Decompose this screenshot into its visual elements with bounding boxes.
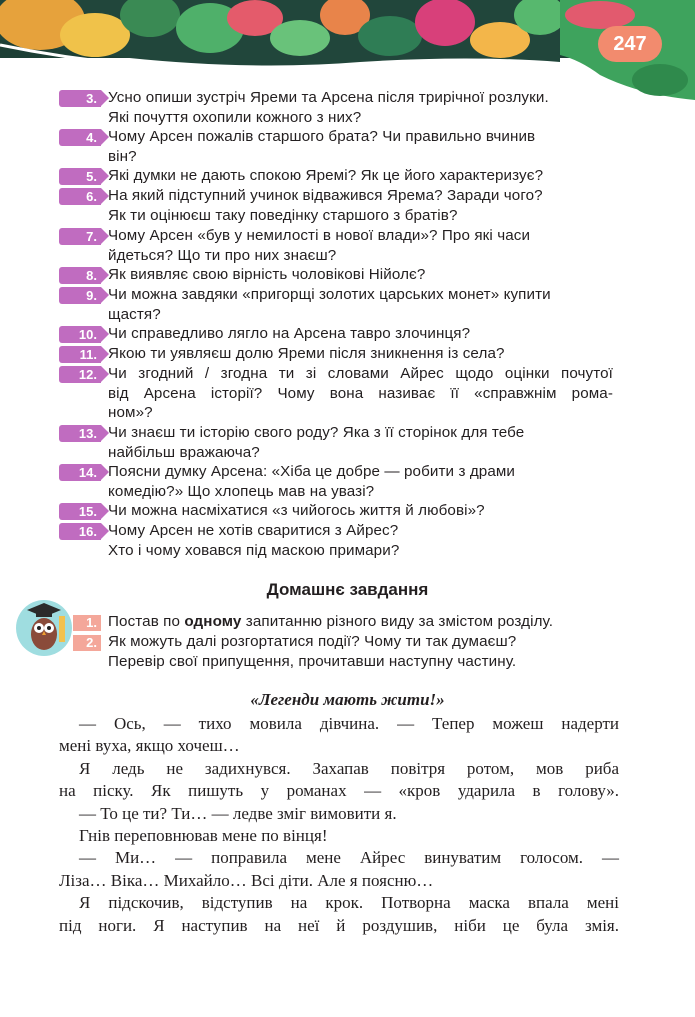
- question-number: 15.: [59, 503, 101, 520]
- story-text: — Ось, — тихо мовила дівчина. — Тепер можеш надерти мені вуха, якщо хочеш… Я ледь не задихнувся. Захапав повітря ротом, мов риба на піску. Як пишуть у романах — «кров ударила в голову». — То це ти? Ти… — ледве зміг вимовити я. Гнів переповнював мене по вінця! — Ми… — поправила мене Айрес винуватим голосом. — Ліза… Віка… Михайло… Всі діти. Але я поясню… Я підскочив, відступив на крок. Потворна маска впала мені під ноги. Я наступив на неї й роздушив, ніби це була змія.: [59, 714, 619, 935]
- question-text: Чи знаєш ти історію свого роду? Яка з її сторінок для тебе найбільш вражаюча?: [108, 424, 525, 461]
- question-number: 9.: [59, 287, 101, 304]
- question-text: Поясни думку Арсена: «Хіба це добре — робити з драми комедію?» Що хлопець мав на увазі?: [108, 463, 516, 500]
- question-text: Чи можна насміхатися «з чийогось життя й любові»?: [108, 502, 485, 519]
- decorative-foliage-banner: [0, 0, 695, 100]
- story-title: «Легенди мають жити!»: [250, 690, 445, 709]
- question-text: Усно опиши зустріч Яреми та Арсена після трирічної розлуки. Які почуття охопили кожного з них?: [108, 89, 549, 126]
- question-number: 14.: [59, 464, 101, 481]
- homework-number: 2.: [73, 635, 101, 651]
- homework-number: 1.: [73, 615, 101, 631]
- question-text: Як виявляє свою вірність чоловікові Нійолє?: [108, 266, 426, 283]
- question-number: 12.: [59, 366, 101, 383]
- owl-mascot-icon: [15, 594, 73, 658]
- question-text: Чому Арсен пожалів старшого брата? Чи правильно вчинив він?: [108, 128, 536, 165]
- question-text: Чи можна завдяки «пригорщі золотих царських монет» купити щастя?: [108, 286, 551, 323]
- question-number: 10.: [59, 326, 101, 343]
- question-number: 8.: [59, 267, 101, 284]
- homework-text: Як можуть далі розгортатися події? Чому ти так думаєш? Перевір свої припущення, прочитавши наступну частину.: [108, 633, 517, 670]
- question-number: 13.: [59, 425, 101, 442]
- question-number: 16.: [59, 523, 101, 540]
- question-text: Чи справедливо лягло на Арсена тавро злочинця?: [108, 325, 471, 342]
- page-number-badge: 247: [598, 26, 662, 62]
- question-number: 5.: [59, 168, 101, 185]
- question-text: На який підступний учинок відважився Ярема? Заради чого? Як ти оцінюєш таку поведінку старшого з братів?: [108, 187, 543, 224]
- homework-title: Домашнє завдання: [266, 580, 429, 599]
- question-number: 3.: [59, 90, 101, 107]
- question-number: 11.: [59, 346, 101, 363]
- question-text: Які думки не дають спокою Яремі? Як це його характеризує?: [108, 167, 544, 184]
- question-number: 6.: [59, 188, 101, 205]
- question-text: Якою ти уявляєш долю Яреми після зникнення із села?: [108, 345, 505, 362]
- question-text: Чому Арсен «був у немилості в нової влади»? Про які часи йдеться? Що ти про них знаєш?: [108, 227, 531, 264]
- homework-text: Постав по одному запитанню різного виду за змістом розділу.: [108, 613, 554, 630]
- question-text: Чи згодний / згодна ти зі словами Айрес щодо оцінки почутої від Арсена історії? Чому вона називає її «справжнім рома- ном»?: [108, 365, 613, 421]
- question-number: 4.: [59, 129, 101, 146]
- question-number: 7.: [59, 228, 101, 245]
- question-text: Чому Арсен не хотів сваритися з Айрес? Хто і чому ховався під маскою примари?: [108, 522, 400, 559]
